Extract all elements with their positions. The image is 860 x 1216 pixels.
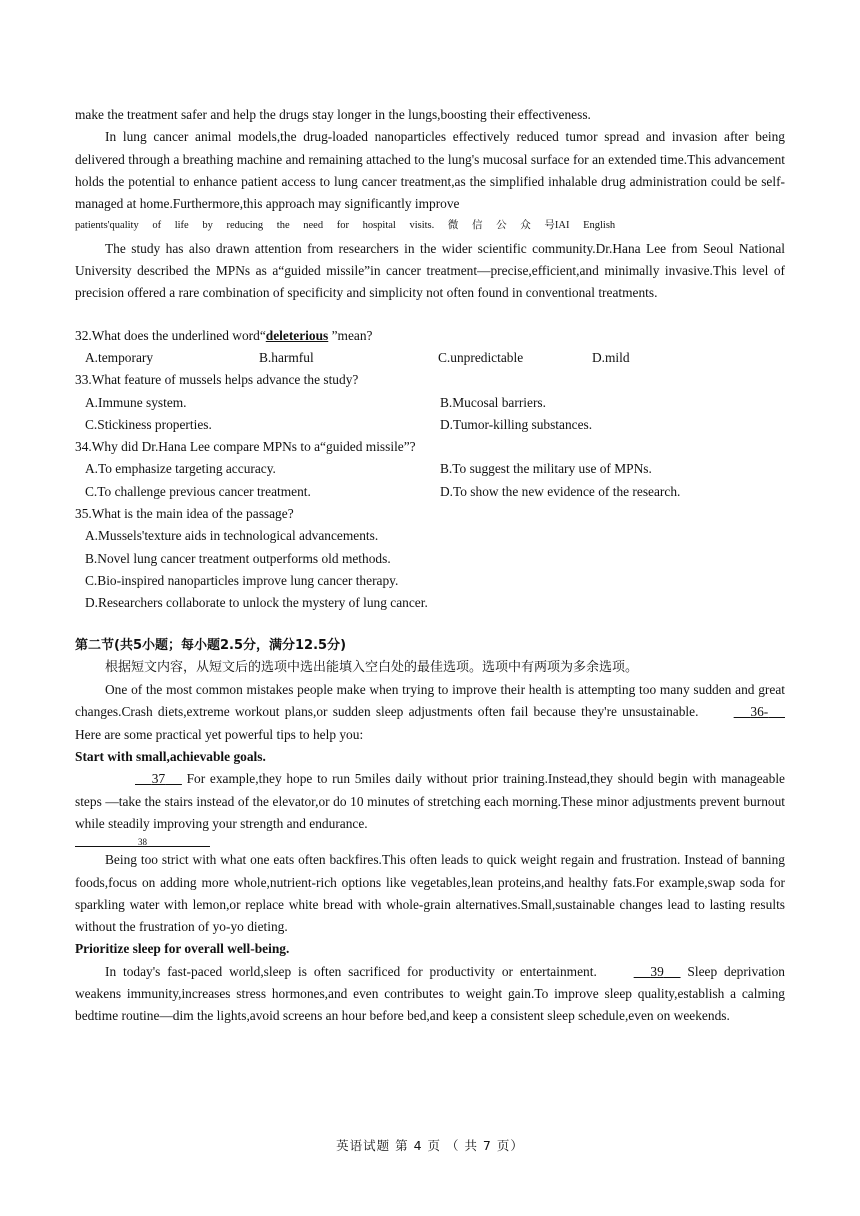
- subheading: Prioritize sleep for overall well-being.: [75, 941, 290, 957]
- subheading: Start with small,achievable goals.: [75, 749, 266, 765]
- paragraph-text: In today's fast-paced world,sleep is often sacrificed for productivity or entertainment.: [105, 963, 597, 979]
- option-b[interactable]: B.To suggest the military use of MPNs.: [440, 461, 652, 477]
- blank-37: 37: [151, 771, 166, 787]
- options-row: [75, 347, 785, 369]
- question-35: [75, 503, 785, 614]
- question-33: [75, 369, 785, 436]
- blank-36: 36-: [750, 704, 769, 720]
- blank-39: 39: [650, 963, 664, 979]
- option-d[interactable]: D.Tumor-killing substances.: [440, 416, 593, 432]
- question-stem: 35.What is the main idea of the passage?: [75, 506, 294, 522]
- question-32: [75, 325, 785, 370]
- passage-paragraph: make the treatment safer and help the drugs stay longer in the lungs,boosting their effectiveness.: [75, 107, 591, 122]
- option-b[interactable]: B.Mucosal barriers.: [440, 394, 546, 410]
- intro-text: One of the most common mistakes people make when trying to improve their health is attempting too many sudden and great changes.Crash diets,extreme workout plans,or sudden sleep adjustments often fail because they're unsustainable.: [75, 682, 785, 720]
- option-a[interactable]: A.Immune system.: [85, 394, 187, 410]
- paragraph-38: Being too strict with what one eats often backfires.This often leads to quick weight regain and frustration. Instead of banning foods,focus on adding more whole,nutrient-rich options like vegetables,lean proteins,and healthy fats.For example,swap soda for sparkling water with lemon,or replace white bread with whole-grain alternatives.Small,sustainable changes lead to lasting results without the frustration of yo-yo dieting.: [75, 852, 785, 935]
- options-row: [75, 414, 785, 436]
- paragraph-text: Sleep deprivation weakens immunity,increases stress hormones,and even contributes to weight gain.To improve sleep quality,establish a calming bedtime routine—dim the lights,avoid screens an hour before bed,and keep a consistent sleep schedule,even on weekends.: [75, 963, 785, 1024]
- question-34: [75, 436, 785, 503]
- option-c[interactable]: C.Bio-inspired nanoparticles improve lung cancer therapy.: [85, 572, 399, 588]
- intro-tail: Here are some practical yet powerful tips to help you:: [75, 726, 364, 742]
- passage-paragraph: In lung cancer animal models,the drug-loaded nanoparticles effectively reduced tumor spread and invasion after being delivered through a breathing machine and remaining attached to the lung's mucosal surface for an extended time.This advancement holds the potential to enhance patient access to lung cancer treatment,as the simplified inhalable drug administration could be self-managed at home.Furthermore,this approach may significantly improve: [75, 129, 785, 212]
- option-c[interactable]: C.Stickiness properties.: [85, 416, 212, 432]
- option-b[interactable]: B.harmful: [259, 349, 314, 365]
- question-stem: ”mean?: [328, 327, 373, 343]
- blank-38: 38: [138, 837, 147, 848]
- option-b[interactable]: B.Novel lung cancer treatment outperforms old methods.: [85, 550, 391, 566]
- question-stem: 32.What does the underlined word“: [75, 327, 266, 343]
- option-a[interactable]: A.To emphasize targeting accuracy.: [85, 461, 276, 477]
- options-row: [75, 392, 785, 414]
- passage-paragraph: The study has also drawn attention from researchers in the wider scientific community.Dr.Hana Lee from Seoul National University described the MPNs as a“guided missile”in cancer treatment—precise,efficient,and minimally invasive.This level of precision offered a rare combination of specificity and simplicity not often found in conventional treatments.: [75, 240, 785, 301]
- options-row: [75, 458, 785, 480]
- question-stem: 33.What feature of mussels helps advance the study?: [75, 372, 359, 388]
- option-a[interactable]: A.Mussels'texture aids in technological advancements.: [85, 528, 379, 544]
- section-instruction: 根据短文内容，从短文后的选项中选出能填入空白处的最佳选项。选项中有两项为多余选项。: [105, 659, 639, 675]
- paragraph-37: [75, 768, 785, 835]
- underlined-word: deleterious: [265, 327, 329, 343]
- option-d[interactable]: D.To show the new evidence of the research.: [440, 483, 681, 499]
- option-d[interactable]: D.Researchers collaborate to unlock the mystery of lung cancer.: [85, 595, 428, 611]
- option-a[interactable]: A.temporary: [85, 349, 154, 365]
- section-heading: 第二节(共5小题；每小题2.5分，满分12.5分): [75, 637, 347, 653]
- passage-paragraph-tail: patients'quality of life by reducing the need for hospital visits. 微 信 公 众 号IAI English: [75, 220, 616, 232]
- paragraph-text: For example,they hope to run 5miles daily without prior training.Instead,they should begin with manageable steps —take the stairs instead of the elevator,or do 10 minutes of stretching each morning.These minor adjustments prevent burnout while steadily improving your strength and endurance.: [75, 771, 785, 831]
- question-stem: 34.Why did Dr.Hana Lee compare MPNs to a“guided missile”?: [75, 439, 416, 455]
- options-row: [75, 481, 785, 503]
- option-d[interactable]: D.mild: [592, 349, 630, 365]
- option-c[interactable]: C.unpredictable: [438, 349, 524, 365]
- page-footer: 英语试题 第 4 页 （ 共 7 页）: [336, 1138, 524, 1153]
- page-content: [75, 104, 785, 1028]
- intro-paragraph: [75, 679, 785, 746]
- option-c[interactable]: C.To challenge previous cancer treatment.: [85, 483, 311, 499]
- paragraph-39: [75, 961, 785, 1028]
